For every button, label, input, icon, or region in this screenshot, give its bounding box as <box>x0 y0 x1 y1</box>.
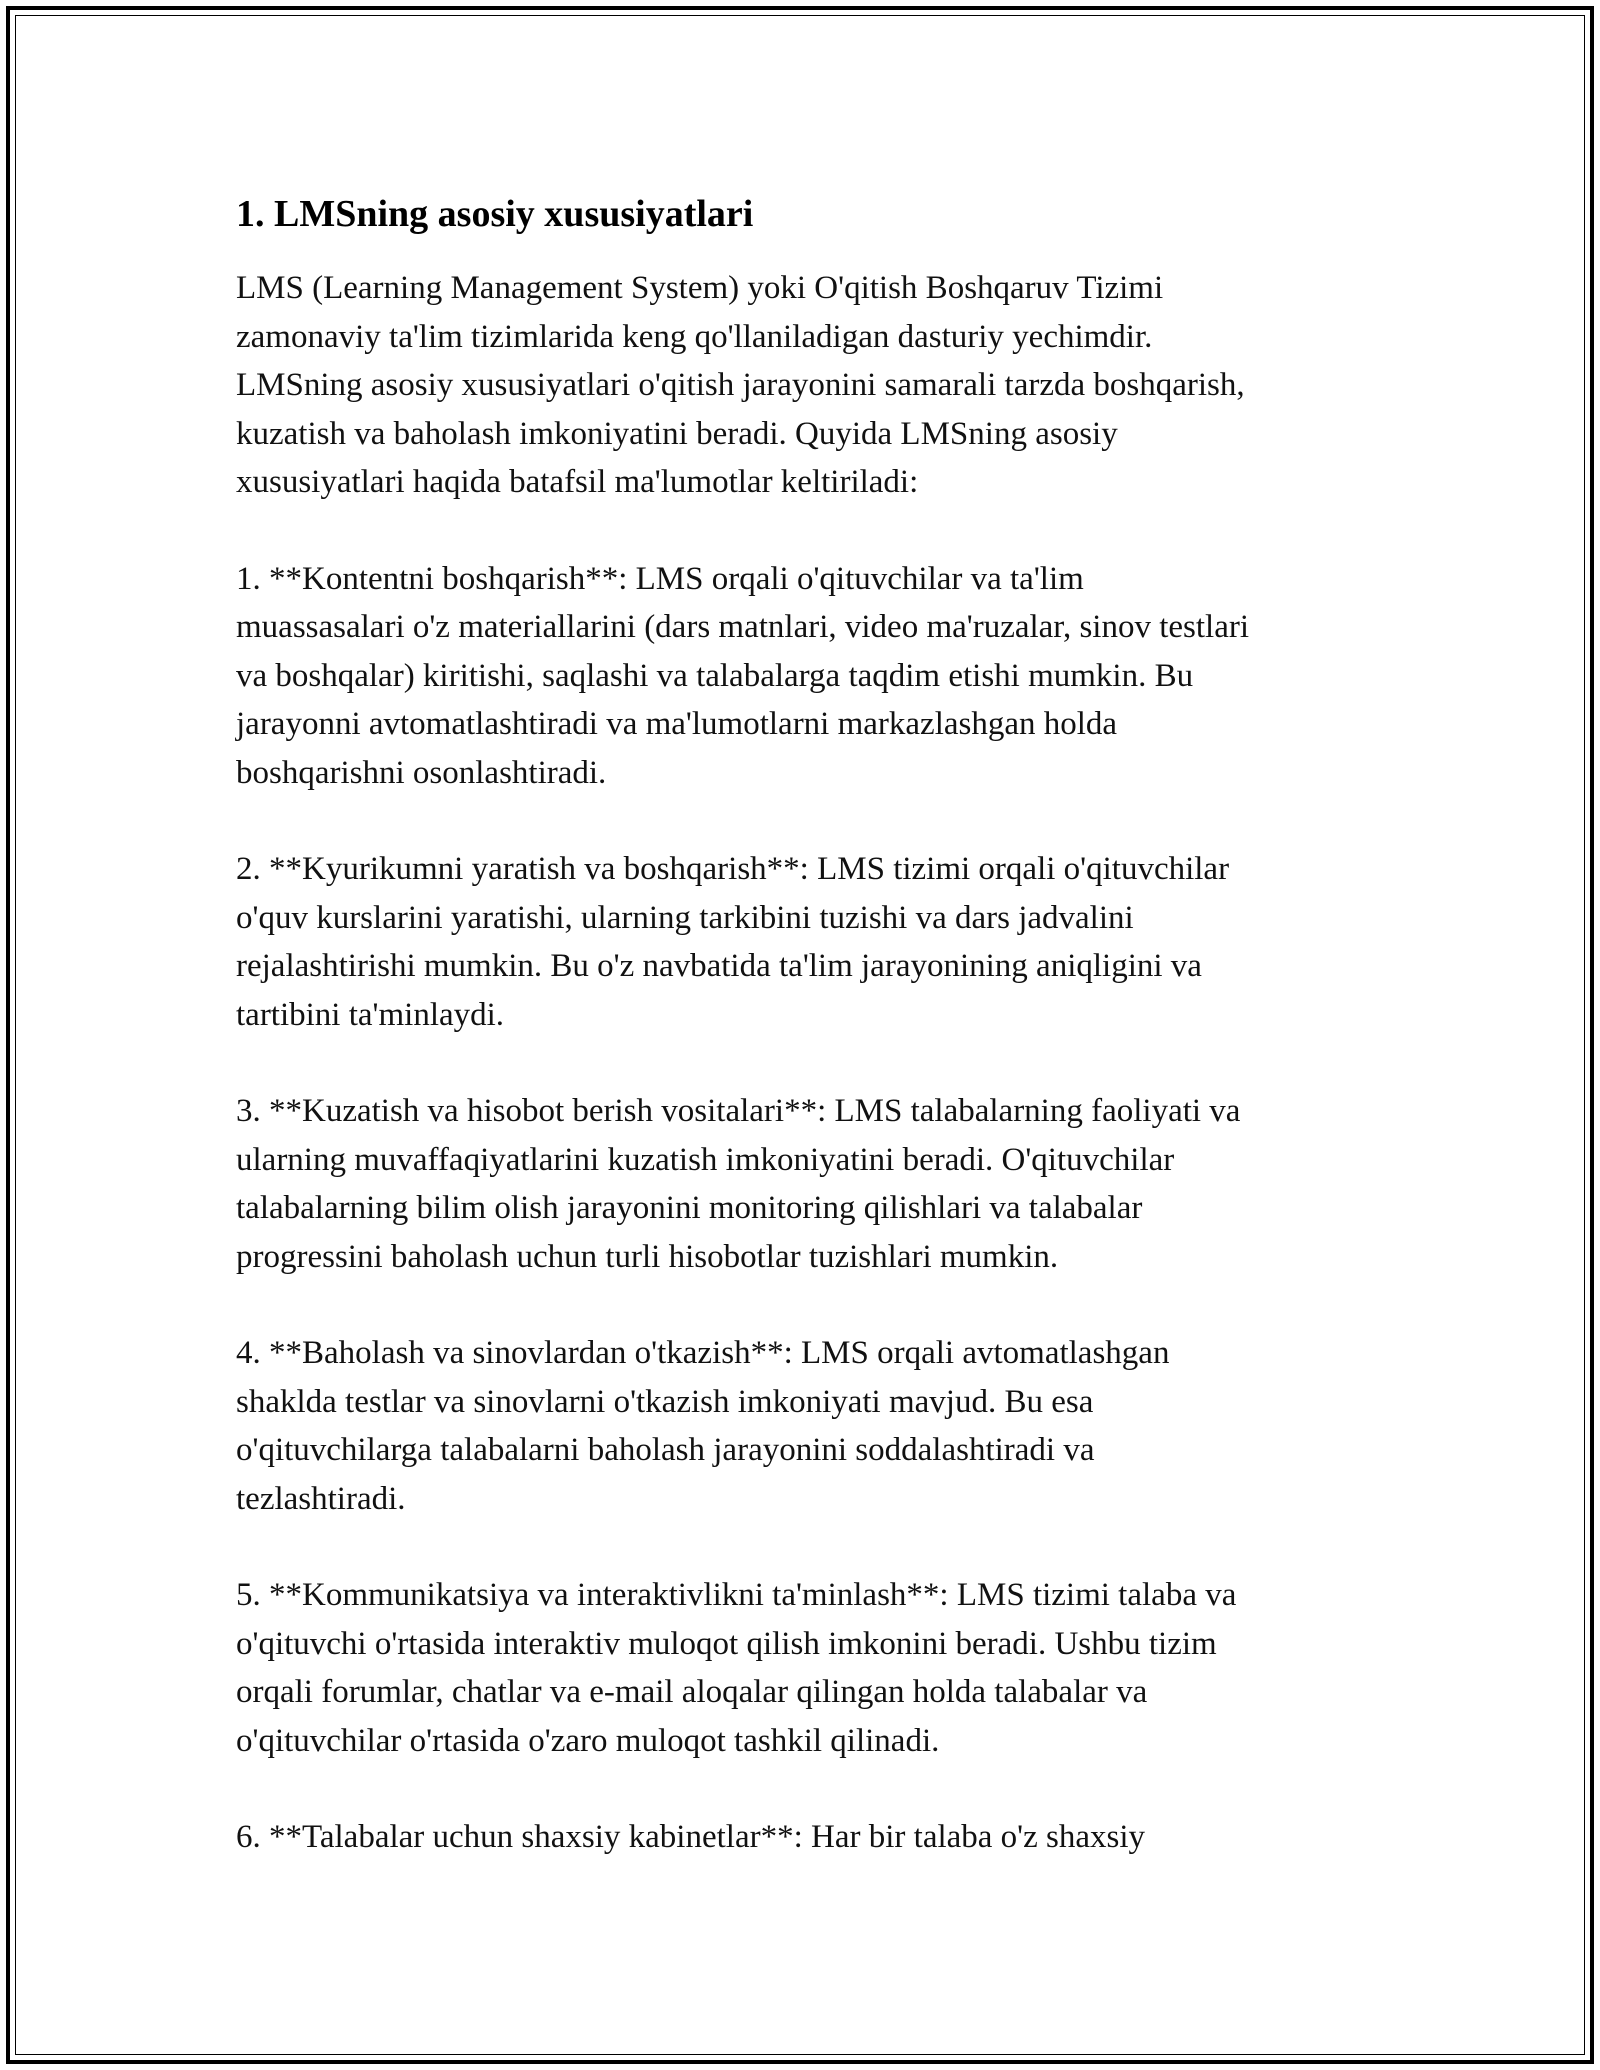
list-item-assessment: 4. **Baholash va sinovlardan o'tkazish**: LMS orqali avtomatlashgan shaklda testlar va sinovlarni o'tkazish imkoniyati mavjud. Bu esa o'qituvchilarga talabalarni baholash jarayonini soddalashtiradi va tezlashtiradi. <box>236 1335 1170 1517</box>
list-item-tracking-reporting: 3. **Kuzatish va hisobot berish vositalari**: LMS talabalarning faoliyati va ularning muvaffaqiyatlarini kuzatish imkoniyatini beradi. O'qituvchilar talabalarning bilim olish jarayonini monitoring qilishlari va talabalar progressini baholash uchun turli hisobotlar tuzishlari mumkin. <box>236 1093 1241 1275</box>
section-heading: 1. LMSning asosiy xususiyatlari <box>236 193 754 235</box>
list-item-personal-cabinets: 6. **Talabalar uchun shaxsiy kabinetlar**: Har bir talaba o'z shaxsiy <box>236 1819 1146 1855</box>
document-body <box>236 186 1366 1910</box>
list-item-content-management: 1. **Kontentni boshqarish**: LMS orqali o'qituvchilar va ta'lim muassasalari o'z materiallarini (dars matnlari, video ma'ruzalar, sinov testlari va boshqalar) kiritishi, saqlashi va talabalarga taqdim etishi mumkin. Bu jarayonni avtomatlashtiradi va ma'lumotlarni markazlashgan holda boshqarishni osonlashtiradi. <box>236 560 1250 791</box>
list-item-communication: 5. **Kommunikatsiya va interaktivlikni ta'minlash**: LMS tizimi talaba va o'qituvchi o'rtasida interaktiv muloqot qilish imkonini beradi. Ushbu tizim orqali forumlar, chatlar va e-mail aloqalar qilingan holda talabalar va o'qituvchilar o'rtasida o'zaro muloqot tashkil qilinadi. <box>236 1577 1237 1759</box>
intro-paragraph: LMS (Learning Management System) yoki O'qitish Boshqaruv Tizimi zamonaviy ta'lim tizimlarida keng qo'llaniladigan dasturiy yechimdir. LMSning asosiy xususiyatlari o'qitish jarayonini samarali tarzda boshqarish, kuzatish va baholash imkoniyatini beradi. Quyida LMSning asosiy xususiyatlari haqida batafsil ma'lumotlar keltiriladi: <box>236 270 1245 500</box>
list-item-curriculum: 2. **Kyurikumni yaratish va boshqarish**: LMS tizimi orqali o'qituvchilar o'quv kurslarini yaratishi, ularning tarkibini tuzishi va dars jadvalini rejalashtirishi mumkin. Bu o'z navbatida ta'lim jarayonining aniqligini va tartibini ta'minlaydi. <box>236 851 1230 1033</box>
